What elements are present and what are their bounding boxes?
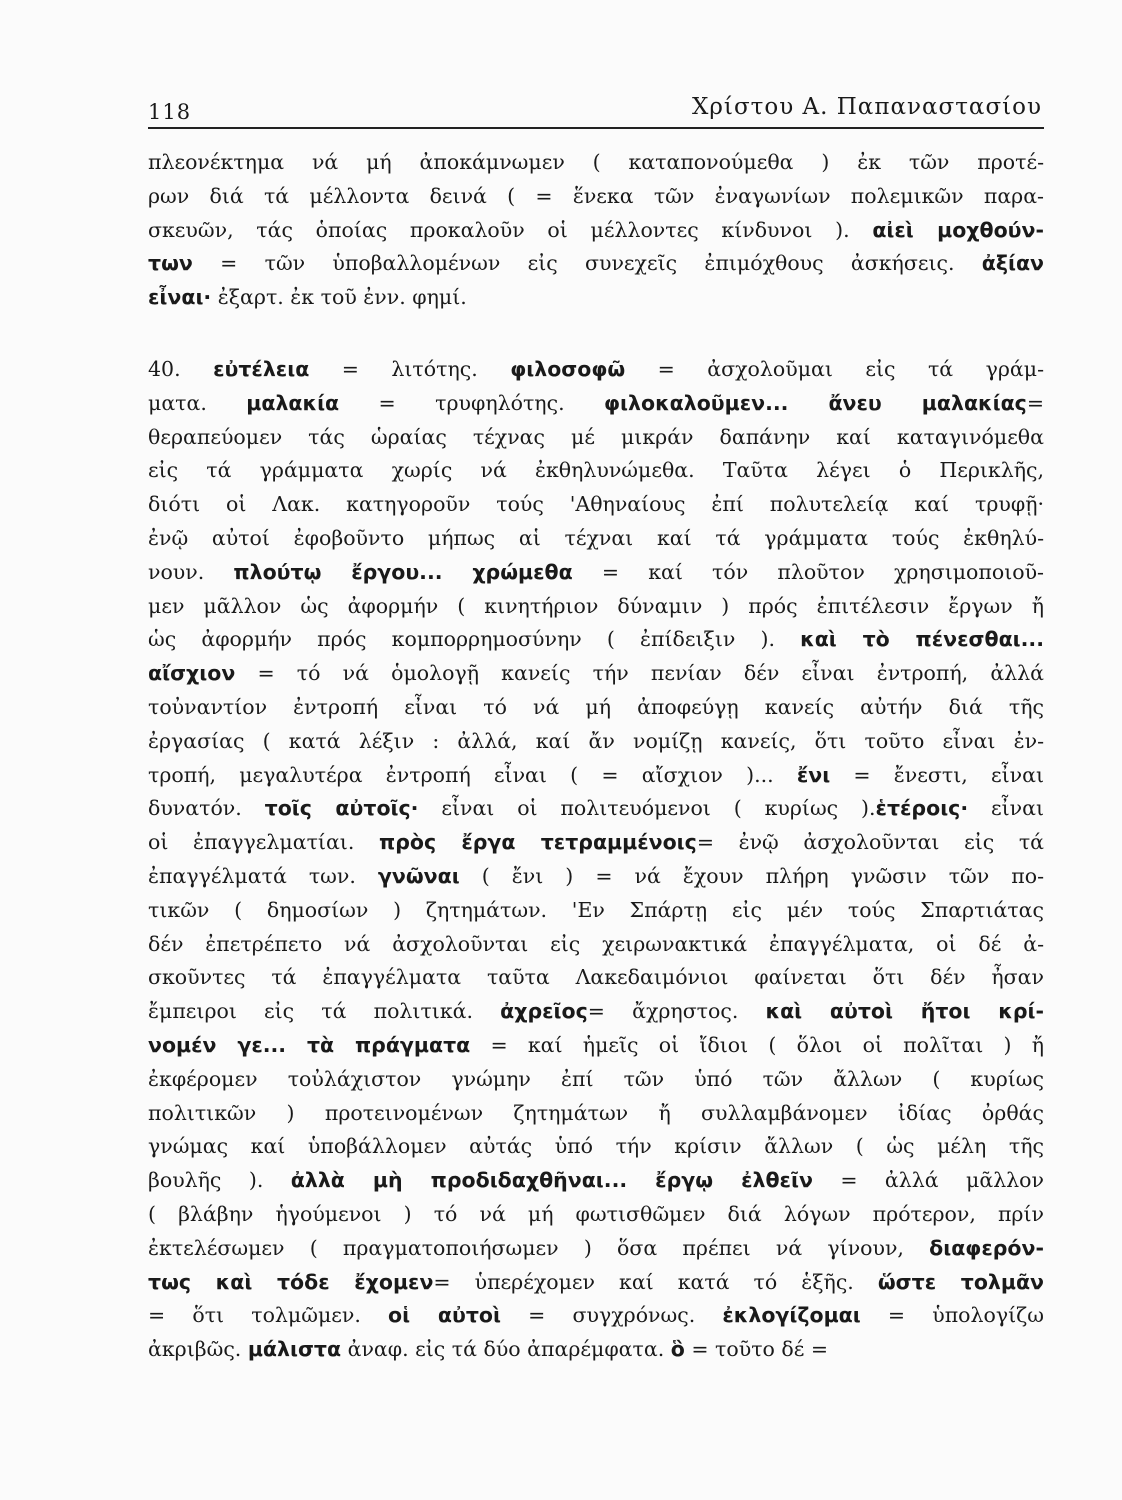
text-run: ρων διά τά μέλλοντα δεινά ( = ἕνεκα τῶν ἐναγωνίων πολεμικῶν παρα-	[148, 183, 1044, 208]
text-line	[148, 657, 1044, 691]
lemma-term: ἀλλὰ μὴ προδιδαχθῆναι... ἔργῳ ἐλθεῖν	[290, 1168, 813, 1193]
lemma-term: ὃ	[670, 1337, 685, 1362]
text-line	[148, 1164, 1044, 1198]
text-run: ὡς ἀφορμήν πρός κομπορρημοσύνην ( ἐπίδειξιν ).	[148, 627, 801, 652]
text-run: δυνατόν.	[148, 796, 265, 821]
text-run: = ὑπερέχομεν καί κατά τό ἑξῆς.	[433, 1269, 878, 1294]
lemma-term: πρὸς ἔργα τετραμμένοις	[378, 830, 697, 855]
text-run: = ἀλλά μᾶλλον	[812, 1168, 1044, 1193]
text-run: = ἀσχολοῦμαι εἰς τά γράμ-	[625, 356, 1044, 381]
lemma-term: των	[148, 251, 193, 276]
lemma-term: νομέν γε... τὰ πράγματα	[148, 1032, 471, 1057]
lemma-term: εἶναι·	[148, 285, 212, 310]
text-run: τροπή, μεγαλυτέρα ἐντροπή εἶναι ( = αἴσχιον )...	[148, 762, 797, 787]
text-run: πλεονέκτημα νά μή ἀποκάμνωμεν ( καταπονούμεθα ) ἐκ τῶν προτέ-	[148, 150, 1044, 174]
text-line	[148, 353, 1044, 387]
lemma-term: εὐτέλεια	[213, 356, 310, 381]
lemma-term: ἐκλογίζομαι	[722, 1303, 861, 1328]
text-line	[148, 1130, 1044, 1164]
text-run: ἔμπειροι εἰς τά πολιτικά.	[148, 999, 501, 1024]
lemma-term: τοῖς αὐτοῖς·	[264, 796, 419, 821]
lemma-term: ἔνι	[796, 762, 831, 787]
text-run: ( ἔνι ) = νά ἔχουν πλήρη γνῶσιν τῶν πο-	[459, 863, 1044, 888]
text-line	[148, 556, 1044, 590]
text-line	[148, 1198, 1044, 1232]
text-line	[148, 894, 1044, 928]
text-run: σκοῦντες τά ἐπαγγέλματα ταῦτα Λακεδαιμόνιοι φαίνεται ὅτι δέν ἦσαν	[148, 965, 1044, 990]
text-run: = ὅτι τολμῶμεν.	[148, 1303, 389, 1328]
lemma-term: φιλοσοφῶ	[510, 356, 626, 381]
text-line	[148, 928, 1044, 962]
text-line	[148, 623, 1044, 657]
lemma-term: φιλοκαλοῦμεν... ἄνευ μαλακίας	[604, 390, 1027, 415]
lemma-term: καὶ τὸ πένεσθαι...	[800, 627, 1044, 652]
text-line	[148, 1232, 1044, 1266]
lemma-term: μαλακία	[246, 390, 340, 415]
lemma-term: διαφερόν-	[929, 1235, 1044, 1260]
text-run: ἀναφ. εἰς τά δύο ἀπαρέμφατα.	[341, 1337, 671, 1362]
text-run: ἐργασίας ( κατά λέξιν : ἀλλά, καί ἄν νομίζῃ κανείς, ὅτι τοῦτο εἶναι ἐν-	[148, 728, 1044, 753]
text-run: ἐπαγγέλματά των.	[148, 863, 378, 888]
text-line	[148, 759, 1044, 793]
text-run: = ἐνῷ ἀσχολοῦνται εἰς τά	[696, 830, 1044, 855]
running-head: Χρίστου Α. Παπαναστασίου	[692, 94, 1042, 120]
lemma-term: πλούτῳ ἔργου... χρώμεθα	[233, 559, 573, 584]
text-run: νουν.	[148, 559, 234, 584]
lemma-term: γνῶναι	[377, 863, 460, 888]
text-run: δέν ἐπετρέπετο νά ἀσχολοῦνται εἰς χειρωνακτικά ἐπαγγέλματα, οἱ δέ ἀ-	[148, 931, 1044, 956]
text-line	[148, 1063, 1044, 1097]
text-run: βουλῆς ).	[148, 1168, 291, 1193]
lemma-term: μάλιστα	[247, 1337, 342, 1362]
text-run: = ἔνεστι, εἶναι	[830, 762, 1044, 787]
text-line	[148, 1299, 1044, 1333]
text-run: τικῶν ( δημοσίων ) ζητημάτων. 'Εν Σπάρτῃ εἰς μέν τούς Σπαρτιάτας	[148, 897, 1044, 922]
text-run: ματα.	[148, 390, 247, 415]
text-line	[148, 792, 1044, 826]
text-run: ἐνῷ αὐτοί ἐφοβοῦντο μήπως αἱ τέχναι καί τά γράμματα τούς ἐκθηλύ-	[148, 525, 1044, 550]
text-line	[148, 146, 1044, 180]
lemma-term: ἀξίαν	[981, 251, 1044, 276]
text-run: εἰς τά γράμματα χωρίς νά ἐκθηλυνώμεθα. Ταῦτα λέγει ὁ Περικλῆς,	[148, 458, 1044, 483]
text-run: ἐκτελέσωμεν ( πραγματοποιήσωμεν ) ὅσα πρέπει νά γίνουν,	[148, 1235, 930, 1260]
page-header	[148, 86, 1042, 126]
text-run: εἶναι οἱ πολιτευόμενοι ( κυρίως ).	[418, 796, 876, 821]
text-line	[148, 488, 1044, 522]
text-run: εἶναι	[968, 796, 1044, 821]
lemma-term: ἀχρεῖος	[500, 999, 588, 1024]
paragraph-commentary-39	[148, 146, 1044, 315]
text-run: μεν μᾶλλον ὡς ἀφορμήν ( κινητήριον δύναμιν ) πρός ἐπιτέλεσιν ἔργων ἤ	[148, 593, 1044, 618]
text-line	[148, 387, 1044, 421]
text-line	[148, 180, 1044, 214]
text-run: = ὑπολογίζω	[860, 1303, 1044, 1328]
text-run: διότι οἱ Λακ. κατηγοροῦν τούς 'Αθηναίους ἐπί πολυτελείᾳ καί τρυφῇ·	[148, 492, 1044, 517]
lemma-term: αἴσχιον	[148, 661, 236, 686]
lemma-term: ὥστε τολμᾶν	[877, 1269, 1044, 1294]
header-rule	[148, 127, 1044, 129]
text-run: =	[1026, 390, 1044, 415]
text-run: οἱ ἐπαγγελματίαι.	[148, 830, 379, 855]
text-line	[148, 421, 1044, 455]
text-line	[148, 281, 1044, 315]
text-line	[148, 590, 1044, 624]
text-run: ἀκριβῶς.	[148, 1337, 248, 1362]
text-line	[148, 826, 1044, 860]
text-run: = τοῦτο δέ =	[684, 1337, 829, 1362]
text-run: = καί ἡμεῖς οἱ ἴδιοι ( ὅλοι οἱ πολῖται ) ἤ	[470, 1032, 1044, 1057]
paragraph-gap	[148, 315, 1044, 353]
text-run: = λιτότης.	[309, 356, 511, 381]
text-run: ἐκφέρομεν τοὐλάχιστον γνώμην ἐπί τῶν ὑπό τῶν ἄλλων ( κυρίως	[148, 1066, 1044, 1091]
lemma-term: αἰεὶ μοχθούν-	[872, 217, 1044, 242]
text-line	[148, 1097, 1044, 1131]
text-line	[148, 725, 1044, 759]
text-run: = τό νά ὁμολογῇ κανείς τήν πενίαν δέν εἶναι ἐντροπή, ἀλλά	[235, 661, 1044, 686]
text-line	[148, 1266, 1044, 1300]
text-run: = τῶν ὑποβαλλομένων εἰς συνεχεῖς ἐπιμόχθους ἀσκήσεις.	[192, 251, 982, 276]
text-line	[148, 691, 1044, 725]
text-run: = τρυφηλότης.	[339, 390, 604, 415]
text-line	[148, 214, 1044, 248]
text-run: γνώμας καί ὑποβάλλομεν αὐτάς ὑπό τήν κρίσιν ἄλλων ( ὡς μέλη τῆς	[148, 1134, 1044, 1159]
text-run: ἐξαρτ. ἐκ τοῦ ἐνν. φημί.	[211, 285, 467, 310]
text-line	[148, 522, 1044, 556]
lemma-term: τως καὶ τόδε ἔχομεν	[148, 1269, 434, 1294]
text-run: πολιτικῶν ) προτεινομένων ζητημάτων ἤ συλλαμβάνομεν ἰδίας ὀρθάς	[148, 1100, 1044, 1125]
text-line	[148, 961, 1044, 995]
commentary-text	[148, 146, 1044, 1367]
text-run: = συγχρόνως.	[501, 1303, 723, 1328]
text-run: = ἄχρηστος.	[587, 999, 766, 1024]
lemma-term: ἑτέροις·	[875, 796, 969, 821]
text-line	[148, 1333, 1044, 1367]
text-run: σκευῶν, τάς ὁποίας προκαλοῦν οἱ μέλλοντες κίνδυνοι ).	[148, 217, 873, 242]
text-line	[148, 247, 1044, 281]
text-line	[148, 1029, 1044, 1063]
paragraph-commentary-40	[148, 353, 1044, 1367]
text-run: = καί τόν πλοῦτον χρησιμοποιοῦ-	[572, 559, 1044, 584]
lemma-term: καὶ αὐτοὶ ἤτοι κρί-	[765, 999, 1044, 1024]
text-run: θεραπεύομεν τάς ὡραίας τέχνας μέ μικράν δαπάνην καί καταγινόμεθα	[148, 424, 1044, 449]
text-run: ( βλάβην ἡγούμενοι ) τό νά μή φωτισθῶμεν διά λόγων πρότερον, πρίν	[148, 1201, 1044, 1226]
lemma-term: οἱ αὐτοὶ	[388, 1303, 501, 1328]
page-number: 118	[148, 100, 192, 124]
text-line	[148, 860, 1044, 894]
text-line	[148, 454, 1044, 488]
text-run: τοὐναντίον ἐντροπή εἶναι τό νά μή ἀποφεύγῃ κανείς αὐτήν διά τῆς	[148, 694, 1044, 719]
text-run: 40.	[148, 356, 214, 381]
text-line	[148, 995, 1044, 1029]
